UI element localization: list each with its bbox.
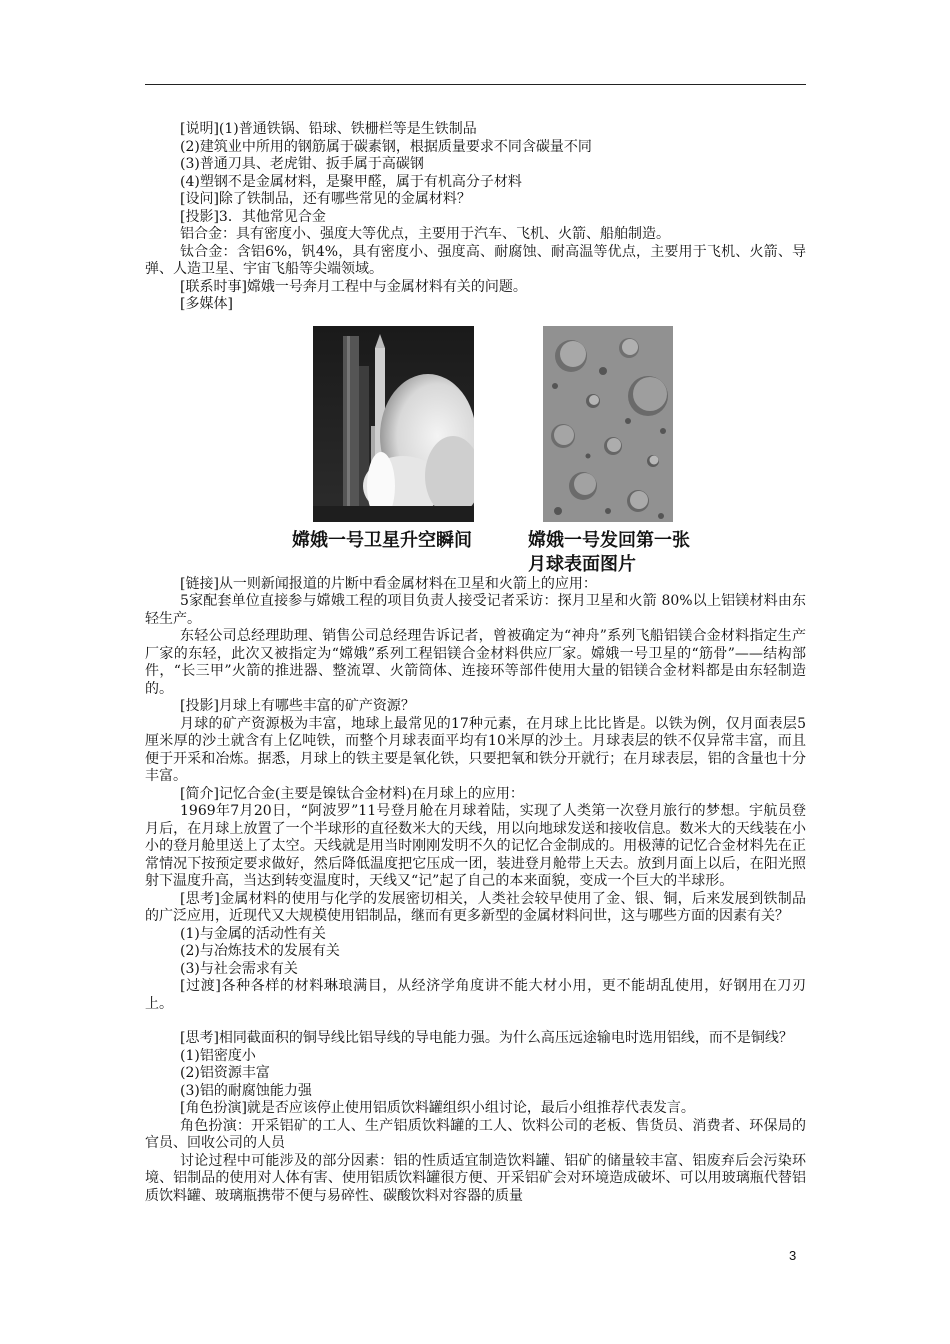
- paragraph: [说明](1)普通铁锅、铅球、铁栅栏等是生铁制品: [180, 121, 477, 137]
- paragraph: [多媒体]: [180, 296, 233, 312]
- paragraph: [联系时事]嫦娥一号奔月工程中与金属材料有关的问题。: [180, 278, 527, 295]
- bottom-paragraphs: [145, 576, 806, 1206]
- paragraph: [设问]除了铁制品，还有哪些常见的金属材料？: [180, 191, 471, 207]
- paragraph: (3)普通刀具、老虎钳、扳手属于高碳钢: [180, 156, 424, 172]
- paragraph: [145, 1013, 806, 1030]
- paragraph: [过渡]各种各样的材料琳琅满目，从经济学角度讲不能大材小用，更不能胡乱使用，好钢用在刀刃上。: [145, 978, 806, 1012]
- rocket-launch-photo: [313, 326, 474, 522]
- paragraph: [投影]3．其他常见合金: [180, 208, 326, 225]
- paragraph: (2)与冶炼技术的发展有关: [180, 943, 340, 959]
- paragraph: (1)铝密度小: [180, 1047, 256, 1064]
- top-paragraphs: [145, 121, 806, 314]
- paragraph: (3)铝的耐腐蚀能力强: [180, 1082, 312, 1099]
- paragraph: (3)与社会需求有关: [180, 960, 298, 977]
- paragraph: (2)铝资源丰富: [180, 1065, 270, 1081]
- paragraph: [思考]相同截面积的铜导线比铝导线的导电能力强。为什么高压远途输电时选用铝线，而不是铜线？: [180, 1030, 793, 1046]
- paragraph: 月球的矿产资源极为丰富，地球上最常见的17种元素，在月球上比比皆是。以铁为例，仅月面表层5厘米厚的沙土就含有上亿吨铁，而整个月球表面平均有10米厚的沙土。月球表层的铁不仅异常丰富，而且便于开采和冶炼。据悉，月球上的铁主要是氧化铁，只要把氧和铁分开就行；在月球表层，铝的含量也十分丰富。: [145, 715, 806, 784]
- figure-caption-2: 嫦娥一号发回第一张月球表面图片: [528, 529, 690, 575]
- paragraph: [链接]从一则新闻报道的片断中看金属材料在卫星和火箭上的应用：: [180, 575, 597, 592]
- document-body: [145, 121, 806, 1205]
- paragraph: 讨论过程中可能涉及的部分因素：铝的性质适宜制造饮料罐、铝矿的储量较丰富、铝废弃后会污染环境、铝制品的使用对人体有害、使用铝质饮料罐很方便、开采铝矿会对环境造成破坏、可以用玻璃瓶代替铝质饮料罐、玻璃瓶携带不便与易碎性、碳酸饮料对容器的质量: [145, 1152, 806, 1204]
- paragraph: 1969年7月20日，“阿波罗”11号登月舱在月球着陆，实现了人类第一次登月旅行的梦想。宇航员登月后，在月球上放置了一个半球形的直径数米大的天线，用以向地球发送和接收信息。数米大的天线装在小小的登月舱里送上了太空。天线就是用当时刚刚发明不久的记忆合金制成的。用极薄的记忆合金材料先在正常情况下按预定要求做好，然后降低温度把它压成一团，装进登月舱带上天去。放到月面上以后，在阳光照射下温度升高，当达到转变温度时，天线又“记”起了自己的本来面貌，变成一个巨大的半球形。: [145, 803, 806, 889]
- paragraph: [思考]金属材料的使用与化学的发展密切相关，人类社会较早使用了金、银、铜，后来发展到铁制品的广泛应用，近现代又大规模使用铝制品，继而有更多新型的金属材料问世，这与哪些方面的因素有关？: [145, 890, 806, 924]
- paragraph: 角色扮演：开采铝矿的工人、生产铝质饮料罐的工人、饮料公司的老板、售货员、消费者、环保局的官员、回收公司的人员: [145, 1117, 806, 1151]
- paragraph: 铝合金：具有密度小、强度大等优点，主要用于汽车、飞机、火箭、船舶制造。: [180, 226, 670, 242]
- page-number: 3: [789, 1248, 797, 1263]
- paragraph: 钛合金：含铝6%，钒4%，具有密度小、强度高、耐腐蚀、耐高温等优点，主要用于飞机、火箭、导弹、人造卫星、宇宙飞船等尖端领域。: [145, 243, 806, 277]
- paragraph: (2)建筑业中所用的钢筋属于碳素钢，根据质量要求不同含碳量不同: [180, 138, 592, 155]
- paragraph: [角色扮演]就是否应该停止使用铝质饮料罐组织小组讨论，最后小组推荐代表发言。: [180, 1100, 695, 1116]
- paragraph: 5家配套单位直接参与嫦娥工程的项目负责人接受记者采访：探月卫星和火箭 80%以上铝镁材料由东轻生产。: [145, 593, 806, 627]
- paragraph: (1)与金属的活动性有关: [180, 925, 326, 942]
- figure-row: [145, 326, 806, 576]
- paragraph: [简介]记忆合金(主要是镍钛合金材料)在月球上的应用：: [180, 785, 524, 802]
- paragraph: [投影]月球上有哪些丰富的矿产资源？: [180, 698, 415, 714]
- header-rule: [145, 84, 806, 85]
- paragraph: (4)塑钢不是金属材料，是聚甲醛，属于有机高分子材料: [180, 173, 522, 190]
- paragraph: 东轻公司总经理助理、销售公司总经理告诉记者，曾被确定为“神舟”系列飞船铝镁合金材料指定生产厂家的东轻，此次又被指定为“嫦娥”系列工程铝镁合金材料供应厂家。嫦娥一号卫星的“筋骨”——结构部件，“长三甲”火箭的推进器、整流罩、火箭筒体、连接环等部件使用大量的铝镁合金材料都是由东轻制造的。: [145, 628, 806, 697]
- moon-surface-photo: [543, 326, 673, 522]
- figure-caption-1: 嫦娥一号卫星升空瞬间: [292, 529, 472, 551]
